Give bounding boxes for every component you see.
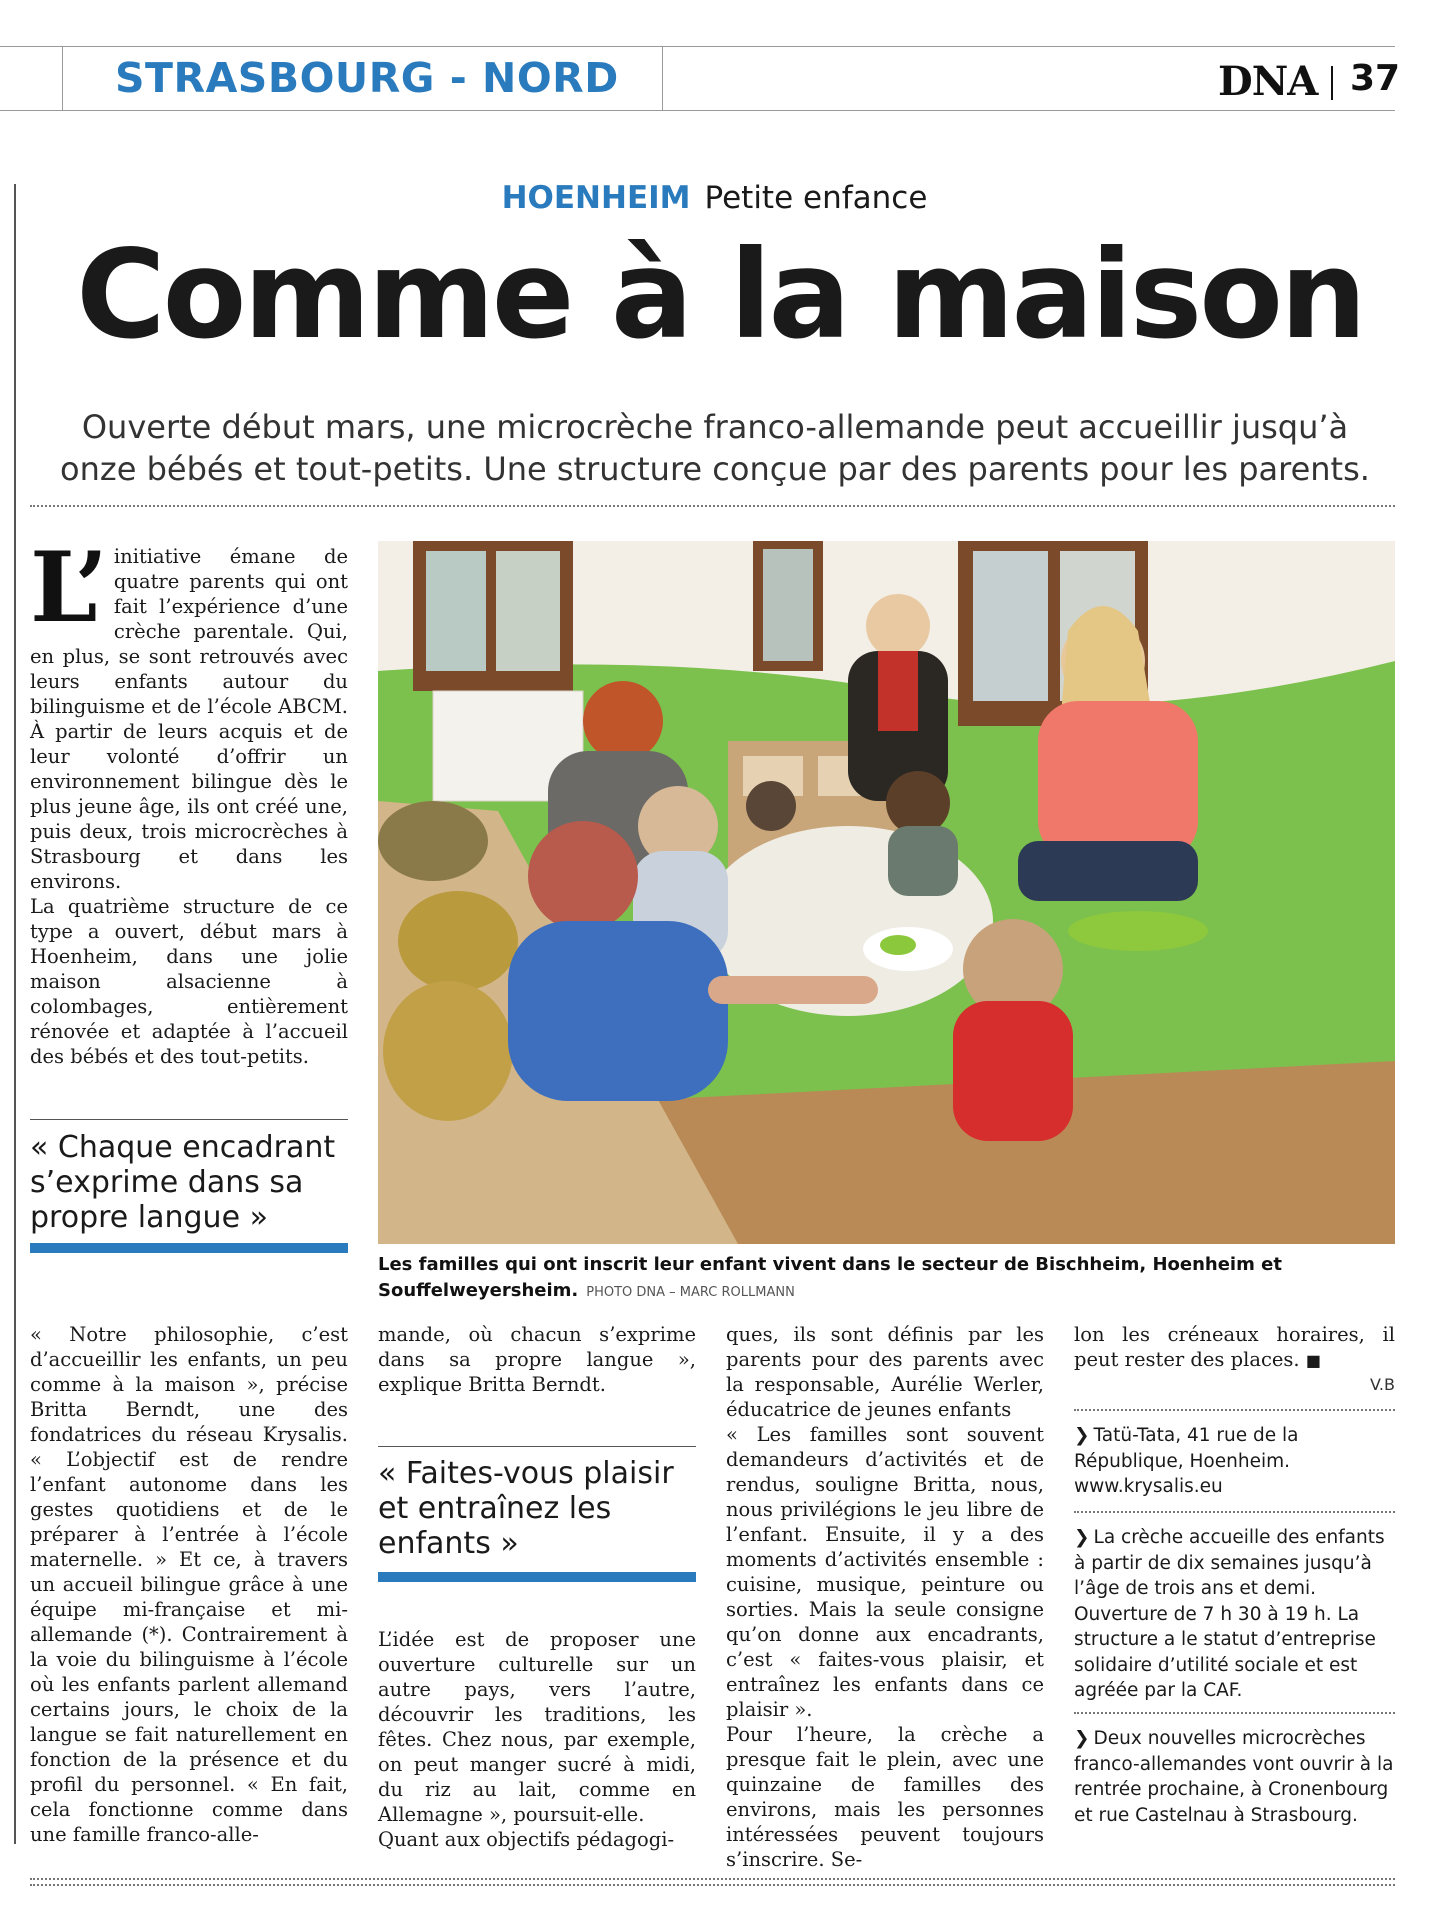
info-box [1074,1525,1395,1704]
info-box [1074,1423,1395,1500]
dotted-separator [30,505,1395,507]
header-divider [662,46,663,110]
body-column: mande, où chacun s’exprime dans sa propre langue », explique Britta Berndt. [378,1323,696,1396]
dotted-separator [1074,1511,1395,1513]
pull-quote: « Faites-vous plaisir et entraînez les enfants » [378,1456,674,1561]
intro-paragraph: initiative émane de quatre parents qui ont fait l’expérience d’une crèche parentale. Qui, en plus, se sont retrouvés avec leurs enfants autour du bilinguisme et de l’école ABCM. À partir de leurs acquis et de leur volonté d’offrir un environnement bilingue dès le plus jeune âge, ils ont créé une, puis deux, trois microcrèches à Strasbourg et dans les environs. [30,545,348,893]
article-location: HOENHEIM [501,180,691,216]
dotted-separator [30,1884,1395,1886]
quote-bar [378,1572,696,1582]
chevron-right-icon: ❯ [1074,1425,1090,1446]
info-text: Deux nouvelles microcrèches franco-allemandes vont ouvrir à la rentrée prochaine, à Cronenbourg et rue Castelnau à Strasbourg. [1074,1728,1394,1826]
paragraph: ques, ils sont définis par les parents pour des parents avec la responsable, Aurélie Werler, éducatrice de jeunes enfants [726,1323,1044,1421]
dotted-separator [1074,1409,1395,1411]
chevron-right-icon: ❯ [1074,1728,1090,1749]
article-standfirst: Ouverte début mars, une microcrèche franco-allemande peut accueillir jusqu’à onze bébés et tout-petits. Une structure conçue par des parents pour les parents. [60,408,1370,488]
paragraph: Pour l’heure, la crèche a presque fait le plein, avec une quinzaine de familles des environs, mais les personnes intéressées peuvent toujours s’inscrire. Se- [726,1723,1044,1871]
article-kicker [0,180,1429,216]
article-photo [378,541,1395,1244]
photo-caption [378,1252,1395,1306]
quote-rule [378,1446,696,1447]
author-signature: V.B [1370,1375,1395,1394]
paragraph: L’idée est de proposer une ouverture culturelle sur un autre pays, vers l’autre, découvrir les traditions, les fêtes. Chez nous, par exemple, on peut manger sucré à midi, du riz au lait, comme en Allemagne », poursuit-elle. [378,1628,696,1826]
end-mark: ■ [1305,1351,1321,1370]
paragraph: lon les créneaux horaires, il peut rester des places. [1074,1323,1395,1371]
body-column [378,1627,696,1852]
caption-text: Les familles qui ont inscrit leur enfant vivent dans le secteur de Bischheim, Hoenheim et Souffelweyersheim. [378,1254,1282,1301]
header-divider [62,46,63,110]
body-column [726,1322,1044,1872]
newspaper-logo: DNA [1218,58,1318,105]
quote-bar [30,1243,348,1253]
header-bottom-rule [0,110,1395,111]
dotted-separator [30,1878,1395,1880]
photo-credit: PHOTO DNA – MARC ROLLMANN [586,1285,795,1300]
header-top-rule [0,46,1395,47]
paragraph: « Les familles sont souvent demandeurs d’activités et de rendus, souligne Britta, nous, nous privilégions le jeu libre de l’enfant. Ensuite, il y a des moments d’activités ensemble : cuisine, musique, peinture ou sorties. Mais la seule consigne qu’on donne aux encadrants, c’est « faites-vous plaisir, et entraînez les enfants dans ce plaisir ». [726,1423,1044,1721]
crèche-scene-illustration [378,541,1395,1244]
quote-rule [30,1119,348,1120]
info-text: La crèche accueille des enfants à partir de dix semaines jusqu’à l’âge de trois ans et demi. Ouverture de 7 h 30 à 19 h. La structure a le statut d’entreprise solidaire d’utilité sociale et est agréée par la CAF. [1074,1527,1385,1701]
chevron-right-icon: ❯ [1074,1527,1090,1548]
pull-quote: « Chaque encadrant s’exprime dans sa propre langue » [30,1130,336,1235]
logo-separator [1331,66,1333,100]
article-rubric: Petite enfance [704,180,928,216]
margin-rule [14,184,16,1844]
body-column [1074,1322,1395,1373]
paragraph: Quant aux objectifs pédagogi- [378,1828,675,1851]
body-column: « Notre philosophie, c’est d’accueillir les enfants, un peu comme à la maison », précise Britta Berndt, une des fondatrices du réseau Krysalis. « L’objectif est de rendre l’enfant autonome dans les gestes quotidiens et de le préparer à l’entrée à l’école maternelle. » Et ce, à travers un accueil bilingue grâce à une équipe mi-française et mi-allemande (*). Contrairement à la voie du bilinguisme à l’école où les enfants parlent allemand certains jours, le choix de la langue se fait naturellement en fonction de la présence et du profil du personnel. « En fait, cela fonctionne comme dans une famille franco-alle- [30,1323,348,1846]
intro-paragraph-2: La quatrième structure de ce type a ouvert, début mars à Hoenheim, dans une jolie maison alsacienne à colombages, entièrement rénovée et adaptée à l’accueil des bébés et des tout-petits. [30,895,348,1068]
dotted-separator [1074,1712,1395,1714]
section-title: STRASBOURG - NORD [115,54,619,102]
page-number: 37 [1350,58,1401,99]
article-title: Comme à la maison [76,224,1364,366]
drop-cap: L’ [30,531,108,644]
article-intro [30,531,348,1069]
info-box [1074,1726,1395,1828]
info-text: Tatü-Tata, 41 rue de la République, Hoenheim. www.krysalis.eu [1074,1425,1299,1497]
